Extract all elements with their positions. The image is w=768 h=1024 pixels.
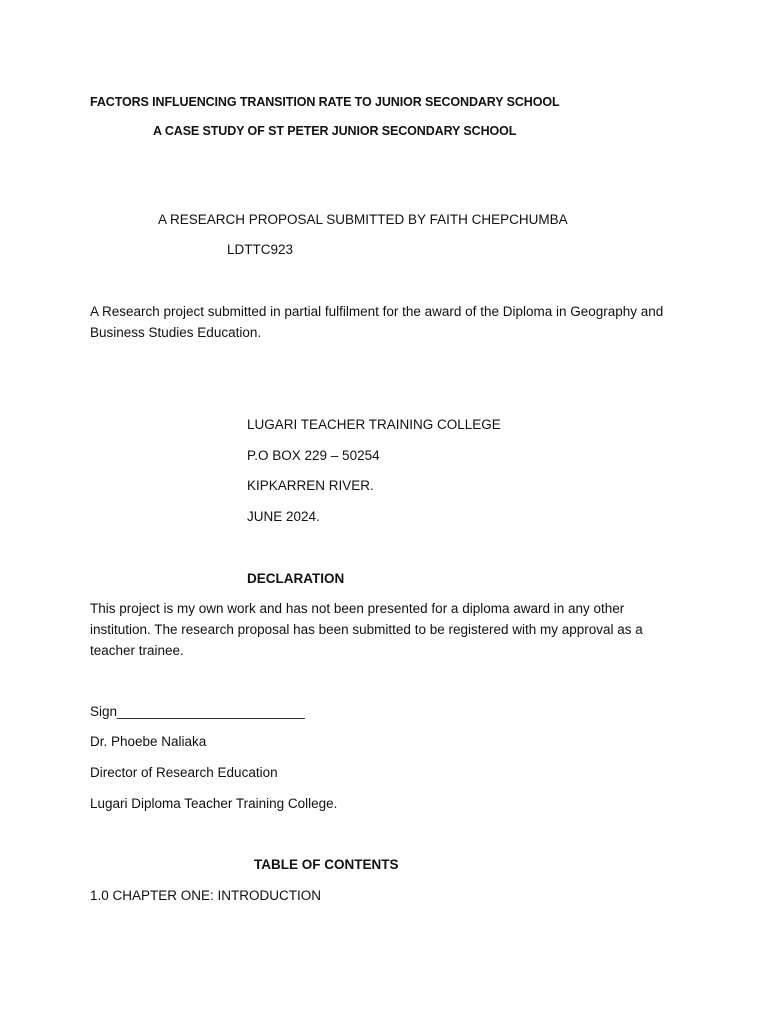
institution-name: LUGARI TEACHER TRAINING COLLEGE — [247, 417, 501, 432]
submission-date: JUNE 2024. — [247, 509, 320, 524]
title-line-1: FACTORS INFLUENCING TRANSITION RATE TO JUNIOR SECONDARY SCHOOL — [90, 95, 560, 109]
signatory-position: Director of Research Education — [90, 765, 278, 780]
declaration-heading: DECLARATION — [247, 571, 345, 586]
declaration-text: This project is my own work and has not been presented for a diploma award in any other institution. The research proposal has been submitted to be registered with my approval as a teacher trainee. — [90, 601, 643, 658]
signatory-college: Lugari Diploma Teacher Training College. — [90, 796, 338, 811]
institution-location: KIPKARREN RIVER. — [247, 478, 374, 493]
toc-item: 1.0 CHAPTER ONE: INTRODUCTION — [90, 888, 322, 903]
registration-number: LDTTC923 — [227, 242, 294, 257]
title-line-2: A CASE STUDY OF ST PETER JUNIOR SECONDARY SCHOOL — [153, 124, 517, 138]
purpose-statement: A Research project submitted in partial fulfilment for the award of the Diploma in Geography and Business Studies Education. — [90, 304, 664, 340]
signatory-name: Dr. Phoebe Naliaka — [90, 734, 207, 749]
toc-heading: TABLE OF CONTENTS — [254, 857, 399, 872]
institution-box: P.O BOX 229 – 50254 — [247, 448, 380, 463]
submitted-by: A RESEARCH PROPOSAL SUBMITTED BY FAITH CHEPCHUMBA — [158, 212, 568, 227]
signature-line: Sign_________________________ — [90, 704, 305, 719]
